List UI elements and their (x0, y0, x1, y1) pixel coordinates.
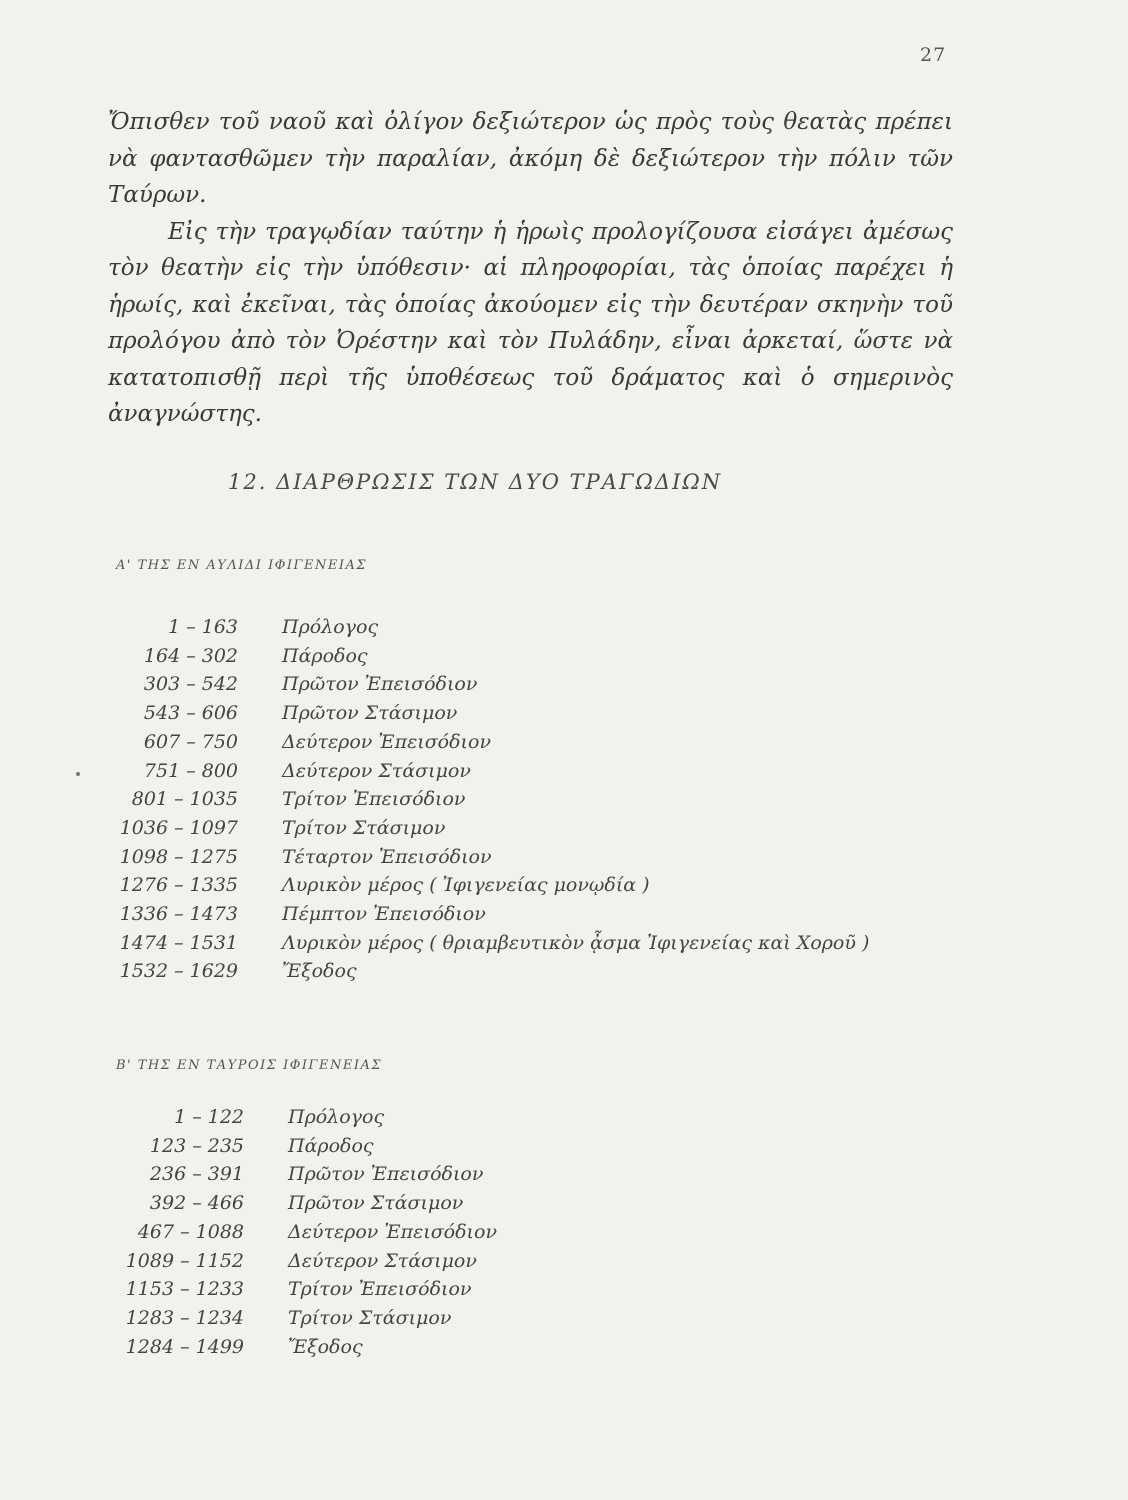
section-name: Ἔξοδος (282, 960, 357, 983)
table-row (122, 1247, 497, 1276)
section-name: Λυρικὸν μέρος ( θριαμβευτικὸν ᾆσμα Ἰφιγενείας καὶ Χοροῦ ) (282, 931, 870, 954)
line-range: 1336 – 1473 (119, 903, 238, 926)
table-row (116, 871, 869, 900)
table-row (122, 1218, 497, 1247)
part-a-heading: Α' ΤΗΣ ΕΝ ΑΥΛΙΔΙ ΙΦΙΓΕΝΕΙΑΣ (116, 558, 368, 573)
line-range: 1089 – 1152 (125, 1249, 244, 1272)
table-row (116, 957, 869, 986)
part-a-structure-table (116, 613, 869, 986)
section-name: Τρίτον Στάσιμον (288, 1306, 452, 1329)
line-range: 1474 – 1531 (119, 931, 238, 954)
section-name: Πρῶτον Ἐπεισόδιον (282, 673, 478, 696)
section-name: Πέμπτον Ἐπεισόδιον (282, 903, 486, 926)
section-name: Δεύτερον Ἐπεισόδιον (282, 730, 491, 753)
table-row (122, 1333, 497, 1362)
table-row (116, 814, 869, 843)
line-range: 236 – 391 (149, 1163, 244, 1186)
table-row (116, 728, 869, 757)
section-name: Λυρικὸν μέρος ( Ἰφιγενείας μονῳδία ) (282, 874, 650, 897)
table-row (122, 1160, 497, 1189)
line-range: 543 – 606 (143, 702, 238, 725)
section-name: Πάροδος (288, 1134, 374, 1157)
section-name: Πρῶτον Στάσιμον (288, 1192, 464, 1215)
section-name: Πρόλογος (282, 616, 379, 638)
section-name: Πρῶτον Ἐπεισόδιον (288, 1163, 484, 1186)
section-name: Τρίτον Ἐπεισόδιον (288, 1278, 472, 1301)
table-row (122, 1132, 497, 1161)
section-name: Πρῶτον Στάσιμον (282, 702, 458, 725)
line-range: 467 – 1088 (137, 1220, 244, 1243)
table-row (116, 642, 869, 671)
intro-text (108, 104, 953, 433)
part-b-structure-table (122, 1103, 497, 1361)
line-range: 1098 – 1275 (119, 845, 238, 868)
line-range: 751 – 800 (143, 759, 238, 782)
line-range: 1 – 163 (168, 616, 238, 638)
table-row (116, 900, 869, 929)
table-row (116, 670, 869, 699)
section-name: Τέταρτον Ἐπεισόδιον (282, 845, 492, 868)
table-row (116, 843, 869, 872)
table-row (122, 1103, 497, 1132)
margin-mark (76, 772, 80, 776)
section-name: Πρόλογος (288, 1106, 385, 1128)
line-range: 607 – 750 (143, 730, 238, 753)
line-range: 1284 – 1499 (125, 1335, 244, 1358)
table-row (122, 1304, 497, 1333)
section-name: Τρίτον Στάσιμον (282, 816, 446, 839)
intro-paragraph-1: Ὄπισθεν τοῦ ναοῦ καὶ ὀλίγον δεξιώτερον ὡς πρὸς τοὺς θεατὰς πρέπει νὰ φαντασθῶμεν τὴν παραλίαν, ἀκόμη δὲ δεξιώτερον τὴν πόλιν τῶν Ταύρων. (108, 109, 953, 208)
section-name: Ἔξοδος (288, 1335, 363, 1358)
line-range: 1 – 122 (174, 1106, 244, 1128)
section-name: Τρίτον Ἐπεισόδιον (282, 788, 466, 811)
section-name: Δεύτερον Στάσιμον (282, 759, 471, 782)
table-row (116, 929, 869, 958)
page-number: 27 (920, 44, 947, 66)
line-range: 801 – 1035 (131, 788, 238, 811)
part-b-heading: Β' ΤΗΣ ΕΝ ΤΑΥΡΟΙΣ ΙΦΙΓΕΝΕΙΑΣ (116, 1058, 383, 1073)
line-range: 1276 – 1335 (119, 874, 238, 897)
line-range: 303 – 542 (143, 673, 238, 696)
table-row (122, 1275, 497, 1304)
section-name: Δεύτερον Ἐπεισόδιον (288, 1220, 497, 1243)
line-range: 392 – 466 (149, 1192, 244, 1215)
table-row (116, 613, 869, 642)
line-range: 164 – 302 (143, 644, 238, 667)
table-row (116, 757, 869, 786)
table-row (116, 785, 869, 814)
section-name: Πάροδος (282, 644, 368, 667)
line-range: 1153 – 1233 (125, 1278, 244, 1301)
intro-paragraph-2: Εἰς τὴν τραγῳδίαν ταύτην ἡ ἡρωὶς προλογίζουσα εἰσάγει ἀμέσως τὸν θεατὴν εἰς τὴν ὑπόθεσιν· αἱ πληροφορίαι, τὰς ὁποίας παρέχει ἡ ἡρωίς, καὶ ἐκεῖναι, τὰς ὁποίας ἀκούομεν εἰς τὴν δευτέραν σκηνὴν τοῦ προλόγου ἀπὸ τὸν Ὀρέστην καὶ τὸν Πυλάδην, εἶναι ἀρκεταί, ὥστε νὰ κατατοπισθῇ περὶ τῆς ὑποθέσεως τοῦ δράματος καὶ ὁ σημερινὸς ἀναγνώστης. (108, 218, 953, 427)
section-name: Δεύτερον Στάσιμον (288, 1249, 477, 1272)
line-range: 123 – 235 (149, 1134, 244, 1157)
table-row (116, 699, 869, 728)
line-range: 1036 – 1097 (119, 816, 238, 839)
line-range: 1283 – 1234 (125, 1306, 244, 1329)
table-row (122, 1189, 497, 1218)
line-range: 1532 – 1629 (119, 960, 238, 983)
section-title: 12. ΔΙΑΡΘΡΩΣΙΣ ΤΩΝ ΔΥΟ ΤΡΑΓΩΔΙΩΝ (228, 470, 723, 494)
